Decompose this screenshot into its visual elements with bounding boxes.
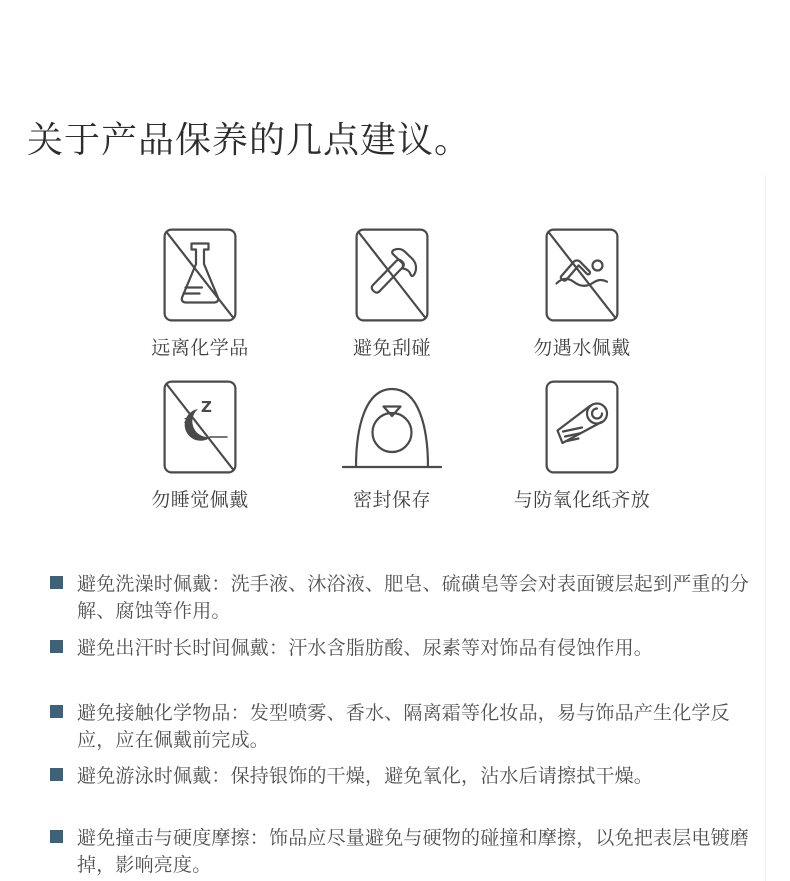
bullet-square-icon: [50, 705, 63, 718]
page-title: 关于产品保养的几点建议。: [27, 120, 472, 161]
bullet-square-icon: [50, 576, 63, 589]
care-tip-row: [50, 825, 766, 879]
care-tip-text: 避免接触化学物品：发型喷雾、香水、隔离霜等化妆品，易与饰品产生化学反应，应在佩戴前完成。: [77, 702, 730, 751]
sealed-storage-ring-icon: [342, 380, 442, 478]
bullet-square-icon: [50, 830, 63, 843]
no-water-swimming-icon: [545, 228, 619, 326]
care-label: 密封保存: [352, 489, 431, 511]
care-tip-text: 避免撞击与硬度摩擦：饰品应尽量避免与硬物的碰撞和摩擦，以免把表层电镀磨掉，影响亮度。: [77, 827, 750, 876]
care-tip-row: [50, 700, 766, 754]
care-tip-text: 避免游泳时佩戴：保持银饰的干燥，避免氧化，沾水后请擦拭干燥。: [77, 765, 654, 787]
bullet-square-icon: [50, 768, 63, 781]
care-item-sealed-storage: [302, 380, 482, 512]
care-item-no-water: [492, 228, 672, 360]
svg-text:z: z: [184, 416, 190, 426]
care-tip-row: [50, 763, 766, 790]
care-label: 远离化学品: [151, 337, 249, 359]
care-item-no-chemicals: [110, 228, 290, 360]
care-item-no-scratch: [302, 228, 482, 360]
bullet-square-icon: [50, 640, 63, 653]
care-tip-row: [50, 635, 766, 662]
care-item-no-sleeping: [110, 380, 290, 512]
care-label: 避免刮碰: [352, 337, 431, 359]
svg-text:Z: Z: [201, 398, 212, 416]
care-label: 勿睡觉佩戴: [151, 489, 249, 511]
antioxidant-paper-icon: [545, 380, 619, 478]
page-edge-divider: [765, 175, 766, 881]
care-tip-text: 避免出汗时长时间佩戴：汗水含脂肪酸、尿素等对饰品有侵蚀作用。: [77, 637, 654, 659]
care-label: 与防氧化纸齐放: [513, 489, 651, 511]
no-scratch-hammer-icon: [355, 228, 429, 326]
no-chemicals-icon: [163, 228, 237, 326]
care-label: 勿遇水佩戴: [533, 337, 631, 359]
care-tip-text: 避免洗澡时佩戴：洗手液、沐浴液、肥皂、硫磺皂等会对表面镀层起到严重的分解、腐蚀等作用。: [77, 573, 750, 622]
no-sleeping-moon-icon: [163, 380, 237, 478]
care-tip-row: [50, 571, 766, 625]
care-item-antioxidant-paper: [492, 380, 672, 512]
